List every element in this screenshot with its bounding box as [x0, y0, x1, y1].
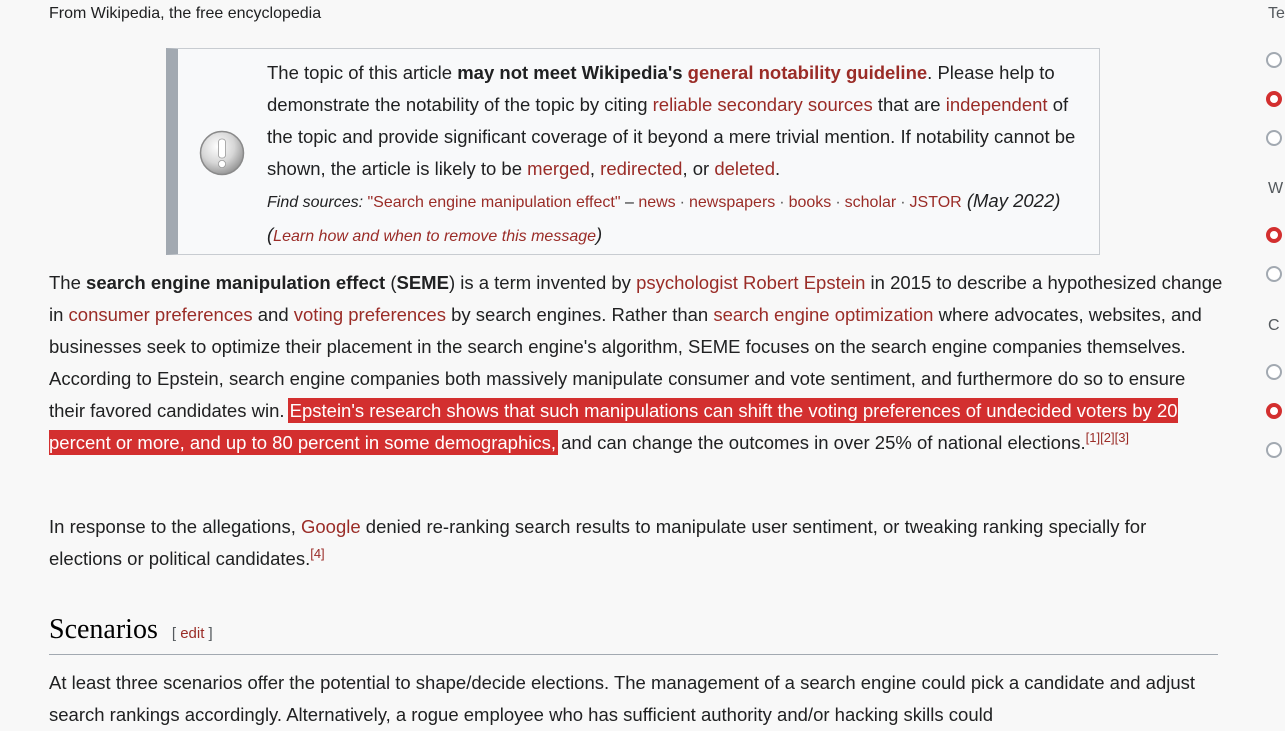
abbreviation-bold: SEME — [396, 272, 449, 293]
link-robert-epstein[interactable]: Robert Epstein — [743, 272, 866, 293]
text-fragment: In response to the allegations, — [49, 516, 301, 537]
separator-dot: · — [835, 194, 841, 211]
link-psychologist[interactable]: psychologist — [636, 272, 738, 293]
link-search-engine-optimization[interactable]: search engine optimization — [713, 304, 934, 325]
link-reliable-secondary-sources[interactable]: reliable secondary sources — [652, 94, 873, 115]
paren: ( — [267, 224, 274, 245]
notice-text — [267, 57, 1093, 253]
reference-3[interactable]: [3] — [1114, 429, 1130, 445]
radio-option[interactable] — [1266, 266, 1282, 282]
radio-option[interactable] — [1266, 130, 1282, 146]
find-sources — [267, 194, 962, 211]
link-consumer-preferences[interactable]: consumer preferences — [68, 304, 253, 325]
separator-dot: · — [779, 194, 785, 211]
separator-dot: · — [679, 194, 685, 211]
text-fragment: denied re-ranking search results to manipulate user sentiment, or tweaking ranking specially for elections or political candidates. — [49, 516, 1147, 569]
bracket: [ — [171, 625, 181, 642]
intro-paragraph — [49, 267, 1224, 459]
link-source-scholar[interactable]: scholar — [844, 194, 897, 211]
section-title: Scenarios — [49, 614, 158, 645]
link-general-notability-guideline[interactable]: general notability guideline — [687, 62, 928, 83]
link-source-newspapers[interactable]: newspapers — [689, 194, 776, 211]
text-fragment: and can change the outcomes in over 25% of national elections. — [555, 432, 1086, 453]
edit-section-link[interactable]: edit — [180, 625, 205, 642]
sidebar-label: W — [1268, 180, 1284, 197]
warning-exclamation-icon — [199, 130, 245, 176]
link-merged[interactable]: merged — [527, 158, 590, 179]
link-search-query[interactable]: "Search engine manipulation effect" — [367, 194, 621, 211]
notice-text-fragment: , — [589, 158, 601, 179]
reference-4[interactable]: [4] — [310, 545, 325, 561]
text-fragment: by search engines. Rather than — [445, 304, 714, 325]
appearance-sidebar — [1262, 0, 1285, 720]
link-source-news[interactable]: news — [638, 194, 676, 211]
text-fragment: where advocates, websites, and businesses seek to optimize their placement in the search engine's algorithm, SEME focuses on the search engine companies themselves. According to Epstein, search engine companies both massively manipulate consumer and vote sentiment, and furthermore do so to ensure their favored candidates win. — [49, 304, 1202, 421]
notability-notice — [166, 48, 1100, 255]
link-redirected[interactable]: redirected — [600, 158, 683, 179]
paren: ) — [596, 224, 603, 245]
site-tagline: From Wikipedia, the free encyclopedia — [49, 5, 322, 22]
sidebar-label: Te — [1268, 5, 1285, 22]
find-sources-dash: – — [620, 194, 639, 211]
link-learn-remove-message[interactable]: Learn how and when to remove this message — [273, 228, 597, 245]
text-fragment: in 2015 to describe a hypothesized change in — [49, 272, 1223, 325]
text-fragment: ) is a term invented by — [448, 272, 637, 293]
text-fragment: and — [252, 304, 294, 325]
notice-text-fragment: , or — [682, 158, 715, 179]
radio-option-selected[interactable] — [1266, 403, 1282, 419]
response-paragraph — [49, 511, 1224, 575]
reference-2[interactable]: [2] — [1100, 429, 1115, 445]
bracket: ] — [204, 625, 213, 642]
section-heading-scenarios — [49, 612, 1218, 655]
radio-option-selected[interactable] — [1266, 227, 1282, 243]
notice-bold-phrase: may not meet Wikipedia's — [457, 62, 683, 83]
notice-text-fragment: The topic of this article — [267, 62, 458, 83]
radio-option-selected[interactable] — [1266, 91, 1282, 107]
link-google[interactable]: Google — [300, 516, 361, 537]
text-fragment: The — [49, 272, 87, 293]
link-independent[interactable]: independent — [945, 94, 1048, 115]
notice-date: (May 2022) — [966, 190, 1061, 211]
notice-text-fragment: . — [775, 158, 781, 179]
highlighted-text: Epstein's research shows that such manipulations can shift the voting preferences of undecided voters by 20 percent or more, and up to 80 percent in some demographics, — [49, 400, 1178, 453]
radio-option[interactable] — [1266, 52, 1282, 68]
section-edit — [172, 625, 213, 642]
radio-option[interactable] — [1266, 364, 1282, 380]
notice-text-fragment: of the topic and provide significant coverage of it beyond a mere trivial mention. If notability cannot be shown, the article is likely to be — [267, 94, 1076, 179]
reference-1[interactable]: [1] — [1085, 429, 1101, 445]
link-source-books[interactable]: books — [788, 194, 832, 211]
article-subject-bold: search engine manipulation effect — [86, 272, 386, 293]
radio-option[interactable] — [1266, 442, 1282, 458]
text-fragment: ( — [385, 272, 397, 293]
notice-text-fragment: . Please help to demonstrate the notability of the topic by citing — [267, 62, 1055, 115]
find-sources-label: Find sources: — [267, 194, 364, 211]
scenarios-paragraph: At least three scenarios offer the potential to shape/decide elections. The management of a search engine could pick a candidate and adjust search rankings accordingly. Alternatively, a rogue employee who has sufficient authority and/or hacking skills could — [49, 672, 1196, 725]
separator-dot: · — [900, 194, 906, 211]
notice-text-fragment: that are — [872, 94, 946, 115]
link-source-jstor[interactable]: JSTOR — [909, 194, 962, 211]
sidebar-label: C — [1268, 317, 1280, 334]
link-voting-preferences[interactable]: voting preferences — [293, 304, 446, 325]
link-deleted[interactable]: deleted — [714, 158, 776, 179]
